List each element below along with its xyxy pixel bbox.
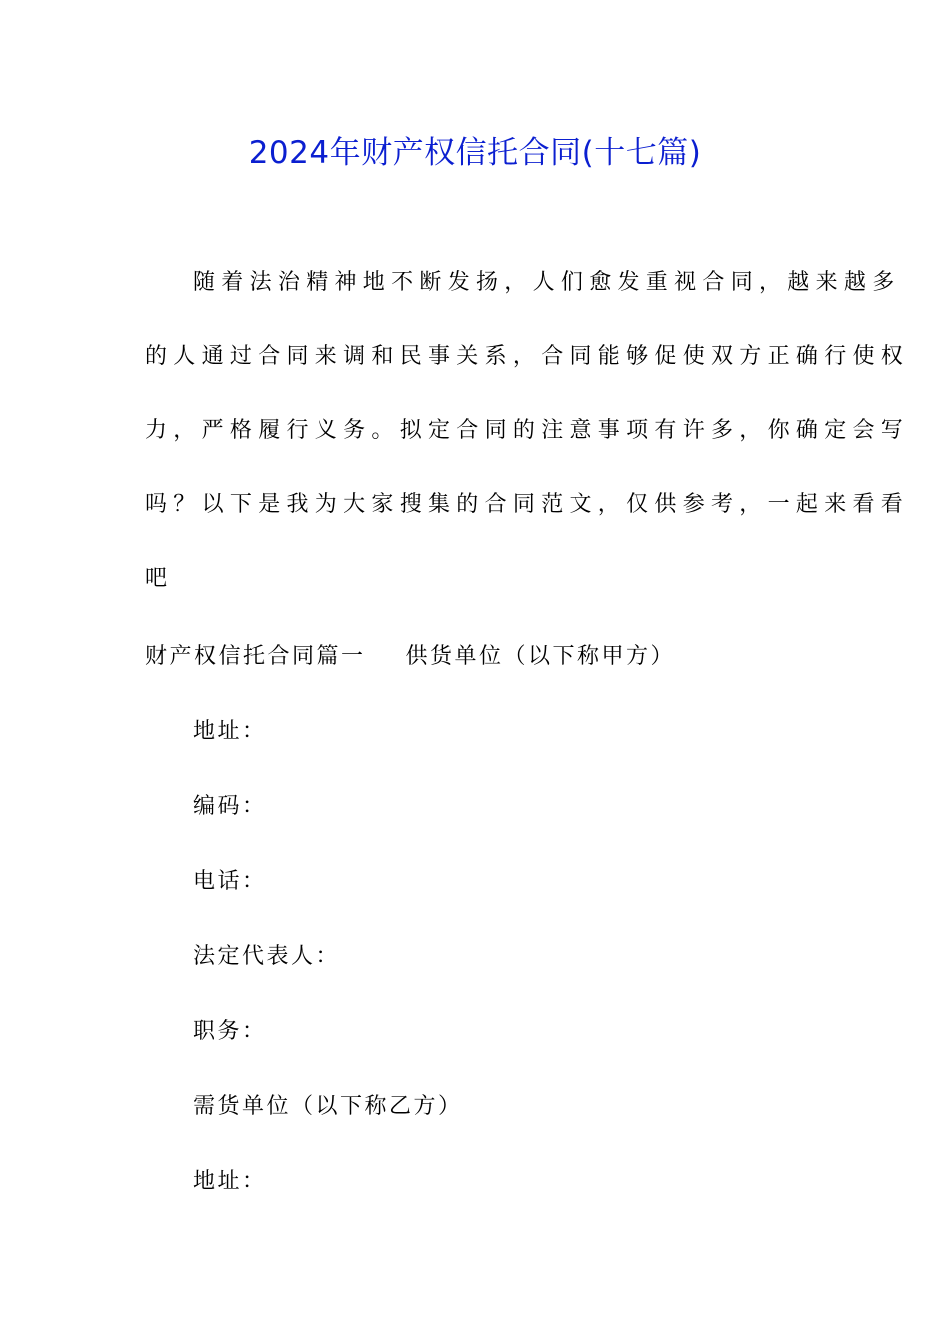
field-address: 地址：: [193, 719, 267, 744]
intro-line: 随着法治精神地不断发扬，人们愈发重视合同，越来越多: [193, 270, 901, 295]
intro-line: 的人通过合同来调和民事关系，合同能够促使双方正确行使权: [145, 344, 910, 369]
intro-line: 吧: [145, 566, 174, 591]
field-position: 职务：: [193, 1019, 267, 1044]
intro-line: 力，严格履行义务。拟定合同的注意事项有许多，你确定会写: [145, 418, 910, 443]
field-phone: 电话：: [193, 869, 267, 894]
field-buyer-address: 地址：: [193, 1169, 267, 1194]
supplier-label: 供货单位（以下称甲方）: [405, 644, 676, 669]
field-legal-representative: 法定代表人：: [193, 944, 341, 969]
section-heading: 财产权信托合同篇一: [145, 644, 366, 669]
intro-paragraph: [145, 246, 910, 616]
intro-line: 吗？以下是我为大家搜集的合同范文，仅供参考，一起来看看: [145, 492, 910, 517]
document-title: 2024年财产权信托合同(十七篇): [248, 135, 702, 171]
field-buyer-unit: 需货单位（以下称乙方）: [193, 1094, 463, 1119]
field-postcode: 编码：: [193, 794, 267, 819]
section-heading-row: [145, 620, 675, 694]
